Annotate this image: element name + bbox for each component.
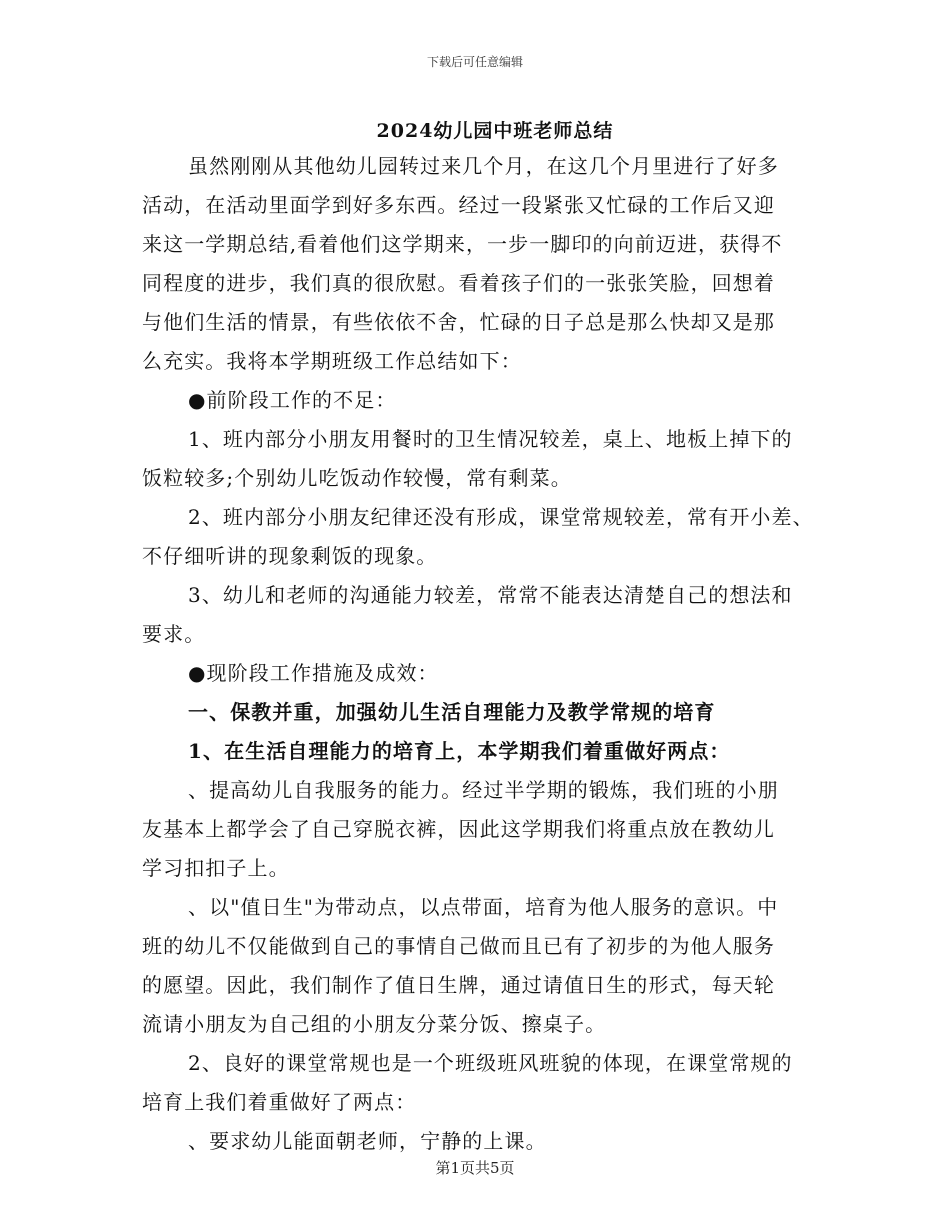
page-footer-number: 第1页共5页: [435, 1159, 515, 1177]
bold-heading: 一、保教并重，加强幼儿生活自理能力及教学常规的培育: [188, 700, 716, 724]
paragraph-line: 与他们生活的情景，有些依依不舍，忙碌的日子总是那么快却又是那: [142, 310, 775, 334]
paragraph-line: 培育上我们着重做好了两点：: [142, 1090, 417, 1114]
paragraph-line: 、以"值日生"为带动点，以点带面，培育为他人服务的意识。中: [188, 895, 779, 919]
paragraph-line: 2、良好的课堂常规也是一个班级班风班貌的体现，在课堂常规的: [188, 1051, 793, 1075]
paragraph-line: 2、班内部分小朋友纪律还没有形成，课堂常规较差，常有开小差、: [188, 505, 814, 529]
paragraph-line: 么充实。我将本学期班级工作总结如下：: [142, 349, 522, 373]
paragraph-line: 饭粒较多;个别幼儿吃饭动作较慢，常有剩菜。: [142, 466, 572, 490]
paragraph-line: 流请小朋友为自己组的小朋友分菜分饭、擦桌子。: [142, 1012, 607, 1036]
document-title: 2024幼儿园中班老师总结: [376, 120, 614, 142]
paragraph-line: 学习扣扣子上。: [142, 856, 290, 880]
paragraph-line: 1、班内部分小朋友用餐时的卫生情况较差，桌上、地板上掉下的: [188, 427, 793, 451]
section-heading: ●前阶段工作的不足：: [188, 388, 397, 412]
paragraph-line: 来这一学期总结,看着他们这学期来，一步一脚印的向前迈进，获得不: [142, 232, 783, 256]
paragraph-line: 、提高幼儿自我服务的能力。经过半学期的锻炼，我们班的小朋: [188, 778, 779, 802]
paragraph-line: 不仔细听讲的现象剩饭的现象。: [142, 544, 438, 568]
page-header-note: 下载后可任意编辑: [426, 55, 523, 69]
paragraph-line: 要求。: [142, 622, 206, 646]
paragraph-line: 虽然刚刚从其他幼儿园转过来几个月，在这几个月里进行了好多: [188, 154, 779, 178]
paragraph-line: 的愿望。因此，我们制作了值日生牌，通过请值日生的形式，每天轮: [142, 973, 775, 997]
paragraph-line: 友基本上都学会了自己穿脱衣裤，因此这学期我们将重点放在教幼儿: [142, 817, 775, 841]
paragraph-line: 班的幼儿不仅能做到自己的事情自己做而且已有了初步的为他人服务: [142, 934, 775, 958]
paragraph-line: 同程度的进步，我们真的很欣慰。看着孩子们的一张张笑脸，回想着: [142, 271, 775, 295]
bold-subheading: 1、在生活自理能力的培育上，本学期我们着重做好两点：: [188, 739, 731, 763]
paragraph-line: 、要求幼儿能面朝老师，宁静的上课。: [188, 1129, 547, 1153]
paragraph-line: 活动，在活动里面学到好多东西。经过一段紧张又忙碌的工作后又迎: [142, 193, 775, 217]
paragraph-line: 3、幼儿和老师的沟通能力较差，常常不能表达清楚自己的想法和: [188, 583, 793, 607]
section-heading: ●现阶段工作措施及成效：: [188, 661, 439, 685]
